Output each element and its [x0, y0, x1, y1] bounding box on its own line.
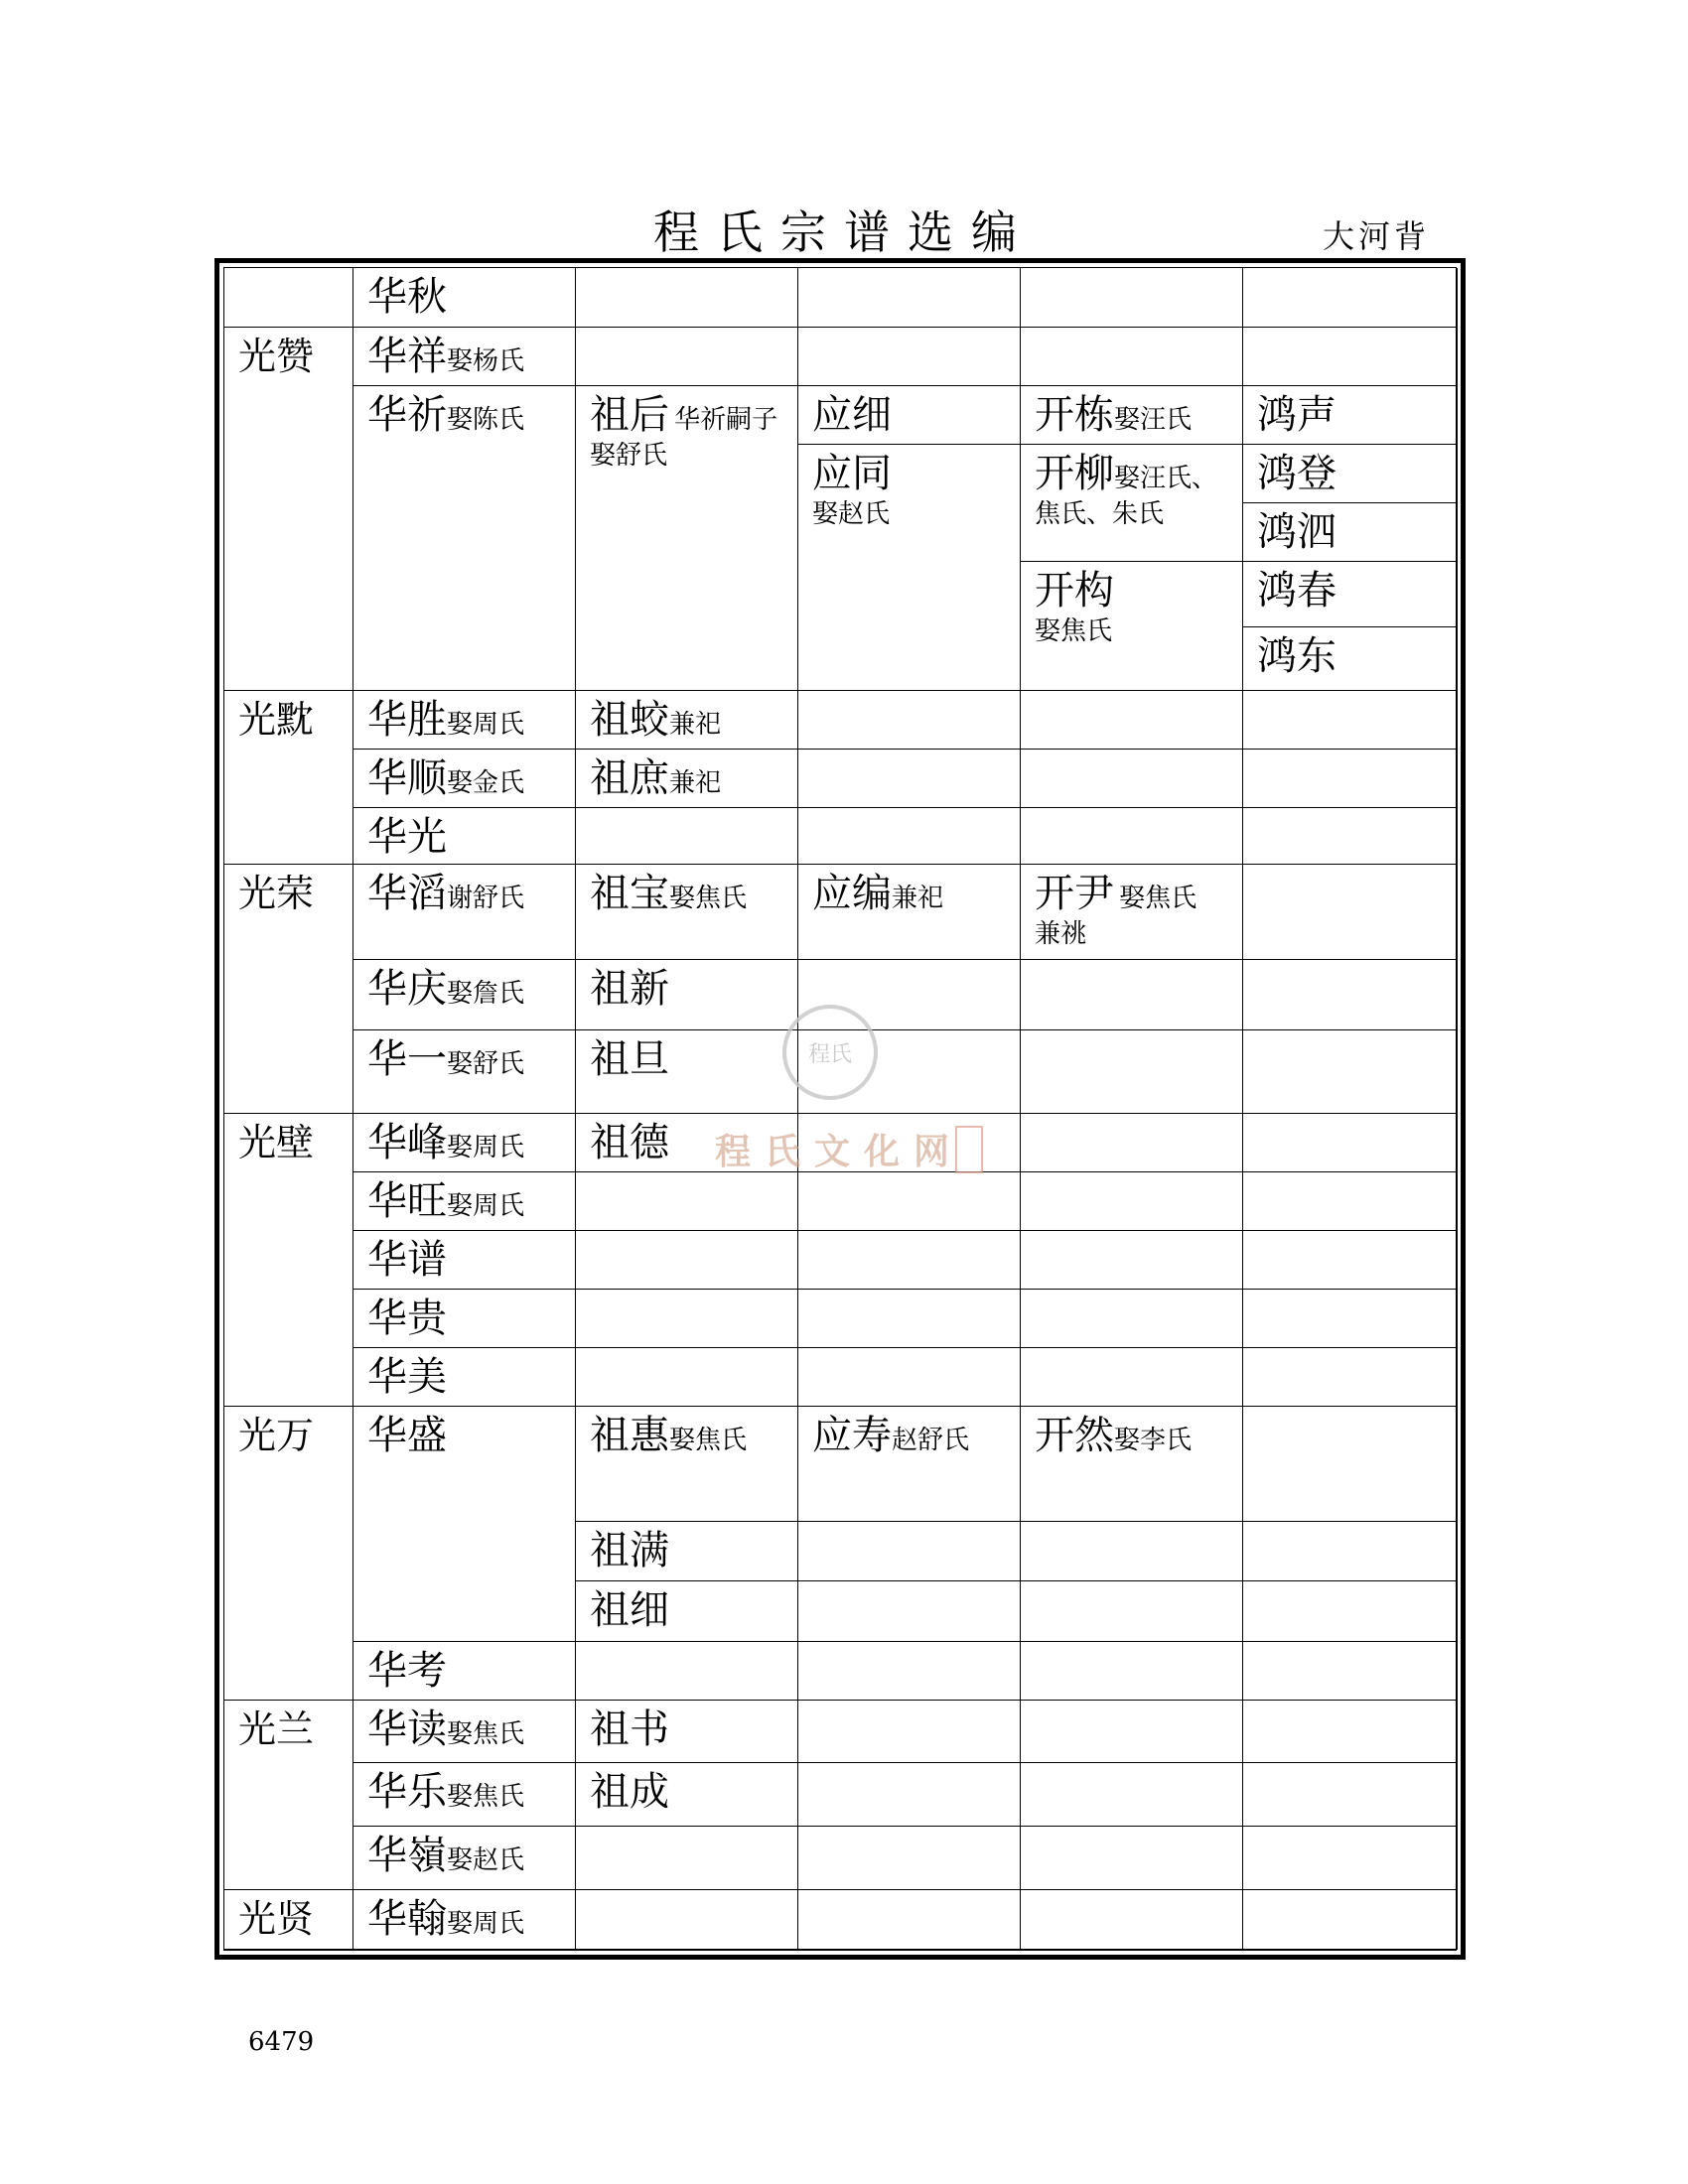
- gen5-cell: [1021, 1114, 1243, 1172]
- person-name: 华顺: [367, 755, 447, 801]
- gen4-cell: [798, 1701, 1021, 1763]
- person-name: 应编: [812, 871, 892, 916]
- gen2-cell: [353, 960, 576, 1030]
- gen4-cell: [798, 1827, 1021, 1890]
- region-label: 大河背: [1323, 217, 1431, 255]
- gen6-cell: [1243, 1763, 1458, 1827]
- person-name: 华旺: [367, 1178, 447, 1224]
- genealogy-table-frame: [214, 258, 1466, 1960]
- person-name: 祖惠: [590, 1413, 669, 1458]
- spouse-note: 赵舒氏: [892, 1426, 970, 1455]
- gen5-cell: [1021, 1827, 1243, 1890]
- gen6-cell: [1243, 1642, 1458, 1701]
- gen6-cell: [1243, 386, 1458, 445]
- gen5-cell: [1021, 1231, 1243, 1290]
- person-name: 祖新: [590, 966, 669, 1012]
- gen3-cell: [576, 865, 798, 960]
- gen4-cell: [798, 1642, 1021, 1701]
- gen2-cell: [353, 1701, 576, 1763]
- gen3-cell: [576, 1890, 798, 1950]
- gen2-cell: [353, 1231, 576, 1290]
- gen2-cell: [353, 865, 576, 960]
- spouse-note: 娶陈氏: [447, 405, 525, 435]
- gen2-cell: [353, 1030, 576, 1114]
- gen5-cell: [1021, 1890, 1243, 1950]
- gen2-cell: [353, 1407, 576, 1642]
- gen6-cell: [1243, 1827, 1458, 1890]
- gen4-cell: [798, 445, 1021, 691]
- gen3-cell: [576, 1030, 798, 1114]
- spouse-note: 娶周氏: [447, 1909, 525, 1939]
- gen1-cell: [224, 865, 353, 1114]
- gen6-cell: [1243, 1348, 1458, 1407]
- person-name: 鸿泗: [1257, 509, 1336, 555]
- person-name: 祖成: [590, 1769, 669, 1815]
- ancestor-name: 光万: [238, 1414, 315, 1457]
- person-name: 开柳: [1035, 451, 1114, 496]
- gen2-cell: [353, 1890, 576, 1950]
- gen3-cell: [576, 1642, 798, 1701]
- gen4-cell: [798, 1348, 1021, 1407]
- gen4-cell: [798, 1407, 1021, 1522]
- person-name: 华庆: [367, 966, 447, 1012]
- gen3-cell: [576, 691, 798, 750]
- gen2-cell: [353, 386, 576, 691]
- gen5-cell: [1021, 808, 1243, 865]
- gen6-cell: [1243, 1030, 1458, 1114]
- gen3-cell: [576, 1231, 798, 1290]
- page-number: 6479: [248, 2027, 315, 2057]
- gen2-cell: [353, 1114, 576, 1172]
- gen4-cell: [798, 750, 1021, 808]
- ancestor-name: 光黕: [238, 698, 315, 742]
- person-name: 华翰: [367, 1896, 447, 1942]
- gen3-cell: [576, 268, 798, 328]
- gen6-cell: [1243, 1172, 1458, 1231]
- gen3-cell: [576, 1763, 798, 1827]
- person-name: 华嶺: [367, 1833, 447, 1878]
- gen4-cell: [798, 328, 1021, 386]
- gen1-cell: [224, 1114, 353, 1407]
- gen3-cell: [576, 1348, 798, 1407]
- gen6-cell: [1243, 328, 1458, 386]
- gen2-cell: [353, 691, 576, 750]
- gen6-cell: [1243, 1231, 1458, 1290]
- gen3-cell: [576, 386, 798, 691]
- gen6-cell: [1243, 445, 1458, 503]
- gen4-cell: [798, 1763, 1021, 1827]
- gen5-cell: [1021, 1348, 1243, 1407]
- gen2-cell: [353, 808, 576, 865]
- gen1-cell: [224, 268, 353, 328]
- watermark-site-name: 程氏文化网: [715, 1131, 964, 1172]
- gen2-cell: [353, 1642, 576, 1701]
- gen3-cell: [576, 750, 798, 808]
- ancestor-name: 光壁: [238, 1121, 315, 1164]
- gen5-cell: [1021, 1763, 1243, 1827]
- gen3-cell: [576, 1522, 798, 1581]
- person-name: 祖庶: [590, 755, 669, 801]
- person-name: 华一: [367, 1036, 447, 1082]
- spouse-note: 娶周氏: [447, 710, 525, 740]
- gen1-cell: [224, 1407, 353, 1701]
- person-name: 华胜: [367, 697, 447, 743]
- person-name: 应同: [812, 451, 892, 496]
- gen1-cell: [224, 328, 353, 691]
- person-name: 华美: [367, 1354, 447, 1400]
- gen5-cell: [1021, 386, 1243, 445]
- gen5-cell: [1021, 1172, 1243, 1231]
- spouse-note: 娶周氏: [447, 1191, 525, 1221]
- gen6-cell: [1243, 865, 1458, 960]
- sacrifice-note: 兼祀: [669, 768, 722, 798]
- gen6-cell: [1243, 750, 1458, 808]
- spouse-note: 娶舒氏: [447, 1049, 525, 1079]
- spouse-note: 娶赵氏: [812, 499, 891, 529]
- sacrifice-note: 兼祀: [669, 710, 722, 740]
- watermark-seal: 程氏: [782, 1005, 878, 1100]
- spouse-note: 娶汪氏: [1114, 405, 1193, 435]
- watermark-stamp: [955, 1126, 983, 1173]
- person-name: 祖蛟: [590, 697, 669, 743]
- gen6-cell: [1243, 1114, 1458, 1172]
- gen3-cell: [576, 1827, 798, 1890]
- spouse-note: 娶焦氏: [1119, 884, 1197, 913]
- person-name: 开然: [1035, 1413, 1114, 1458]
- person-name: 祖满: [590, 1528, 669, 1573]
- gen5-cell: [1021, 1701, 1243, 1763]
- person-name: 祖德: [590, 1120, 669, 1165]
- gen3-cell: [576, 1581, 798, 1642]
- spouse-note: 娶杨氏: [447, 346, 525, 376]
- gen6-cell: [1243, 503, 1458, 562]
- person-name: 鸿春: [1257, 568, 1336, 614]
- gen6-cell: [1243, 1890, 1458, 1950]
- spouse-note: 娶焦氏: [1035, 616, 1113, 646]
- gen6-cell: [1243, 627, 1458, 691]
- person-name: 华祥: [367, 334, 447, 379]
- gen4-cell: [798, 386, 1021, 445]
- spouse-note: 娶舒氏: [590, 441, 668, 471]
- gen6-cell: [1243, 1522, 1458, 1581]
- ancestor-name: 光荣: [238, 872, 315, 915]
- person-name: 华读: [367, 1706, 447, 1752]
- gen6-cell: [1243, 1407, 1458, 1522]
- gen3-cell: [576, 1407, 798, 1522]
- person-name: 华滔: [367, 871, 447, 916]
- gen4-cell: [798, 865, 1021, 960]
- gen5-cell: [1021, 691, 1243, 750]
- spouse-note: 娶金氏: [447, 768, 525, 798]
- gen5-cell: [1021, 1030, 1243, 1114]
- spouse-note: 娶汪氏、焦氏、朱氏: [1035, 464, 1218, 529]
- person-name: 开栋: [1035, 392, 1114, 438]
- gen2-cell: [353, 750, 576, 808]
- page-title: 程氏宗谱选编: [653, 205, 1035, 259]
- person-name: 祖旦: [590, 1036, 669, 1082]
- person-name: 应细: [812, 392, 892, 438]
- person-name: 祖细: [590, 1587, 669, 1633]
- person-name: 华秋: [367, 274, 447, 320]
- gen1-cell: [224, 1701, 353, 1890]
- gen2-cell: [353, 1290, 576, 1348]
- person-name: 祖后: [590, 392, 669, 438]
- gen6-cell: [1243, 562, 1458, 627]
- gen2-cell: [353, 1348, 576, 1407]
- person-name: 华考: [367, 1648, 447, 1694]
- person-name: 祖书: [590, 1706, 669, 1752]
- gen5-cell: [1021, 328, 1243, 386]
- spouse-note: 娶焦氏: [669, 884, 748, 913]
- gen5-cell: [1021, 562, 1243, 691]
- adoption-note: 华祈嗣子: [674, 405, 778, 435]
- person-name: 华乐: [367, 1769, 447, 1815]
- gen5-cell: [1021, 445, 1243, 562]
- gen1-cell: [224, 1890, 353, 1950]
- gen5-cell: [1021, 268, 1243, 328]
- spouse-note: 娶焦氏: [669, 1426, 748, 1455]
- gen2-cell: [353, 268, 576, 328]
- spouse-note: 娶焦氏: [447, 1782, 525, 1812]
- spouse-note: 谢舒氏: [447, 884, 525, 913]
- gen5-cell: [1021, 1581, 1243, 1642]
- gen3-cell: [576, 808, 798, 865]
- spouse-note: 娶詹氏: [447, 979, 525, 1009]
- spouse-note: 娶李氏: [1114, 1426, 1193, 1455]
- gen5-cell: [1021, 1642, 1243, 1701]
- person-name: 应寿: [812, 1413, 892, 1458]
- gen2-cell: [353, 328, 576, 386]
- heir-note: 兼祧: [1035, 919, 1087, 949]
- gen4-cell: [798, 808, 1021, 865]
- gen4-cell: [798, 1290, 1021, 1348]
- gen2-cell: [353, 1827, 576, 1890]
- ancestor-name: 光贤: [238, 1897, 315, 1941]
- gen4-cell: [798, 691, 1021, 750]
- person-name: 祖宝: [590, 871, 669, 916]
- sacrifice-note: 兼祀: [892, 884, 944, 913]
- gen5-cell: [1021, 960, 1243, 1030]
- person-name: 华盛: [367, 1413, 447, 1458]
- person-name: 开构: [1035, 568, 1114, 614]
- spouse-note: 娶焦氏: [447, 1719, 525, 1749]
- gen6-cell: [1243, 1290, 1458, 1348]
- gen2-cell: [353, 1763, 576, 1827]
- gen1-cell: [224, 691, 353, 865]
- gen2-cell: [353, 1172, 576, 1231]
- gen6-cell: [1243, 808, 1458, 865]
- gen3-cell: [576, 1290, 798, 1348]
- person-name: 开尹: [1035, 871, 1114, 916]
- gen5-cell: [1021, 750, 1243, 808]
- gen5-cell: [1021, 865, 1243, 960]
- person-name: 鸿声: [1257, 392, 1336, 438]
- gen3-cell: [576, 1701, 798, 1763]
- person-name: 华峰: [367, 1120, 447, 1165]
- gen6-cell: [1243, 691, 1458, 750]
- person-name: 华贵: [367, 1296, 447, 1341]
- ancestor-name: 光兰: [238, 1707, 315, 1751]
- gen6-cell: [1243, 1701, 1458, 1763]
- gen6-cell: [1243, 960, 1458, 1030]
- gen3-cell: [576, 1172, 798, 1231]
- person-name: 华祈: [367, 392, 447, 438]
- spouse-note: 娶周氏: [447, 1133, 525, 1162]
- gen4-cell: [798, 1522, 1021, 1581]
- gen6-cell: [1243, 268, 1458, 328]
- gen5-cell: [1021, 1407, 1243, 1522]
- person-name: 鸿登: [1257, 451, 1336, 496]
- gen4-cell: [798, 1231, 1021, 1290]
- person-name: 华光: [367, 814, 447, 860]
- gen5-cell: [1021, 1290, 1243, 1348]
- gen3-cell: [576, 328, 798, 386]
- person-name: 鸿东: [1257, 633, 1336, 679]
- gen4-cell: [798, 1172, 1021, 1231]
- gen3-cell: [576, 960, 798, 1030]
- spouse-note: 娶赵氏: [447, 1845, 525, 1875]
- gen5-cell: [1021, 1522, 1243, 1581]
- gen6-cell: [1243, 1581, 1458, 1642]
- person-name: 华谱: [367, 1237, 447, 1283]
- gen4-cell: [798, 1890, 1021, 1950]
- gen4-cell: [798, 1581, 1021, 1642]
- gen4-cell: [798, 268, 1021, 328]
- genealogy-table: [223, 267, 1457, 1951]
- ancestor-name: 光赞: [238, 335, 315, 378]
